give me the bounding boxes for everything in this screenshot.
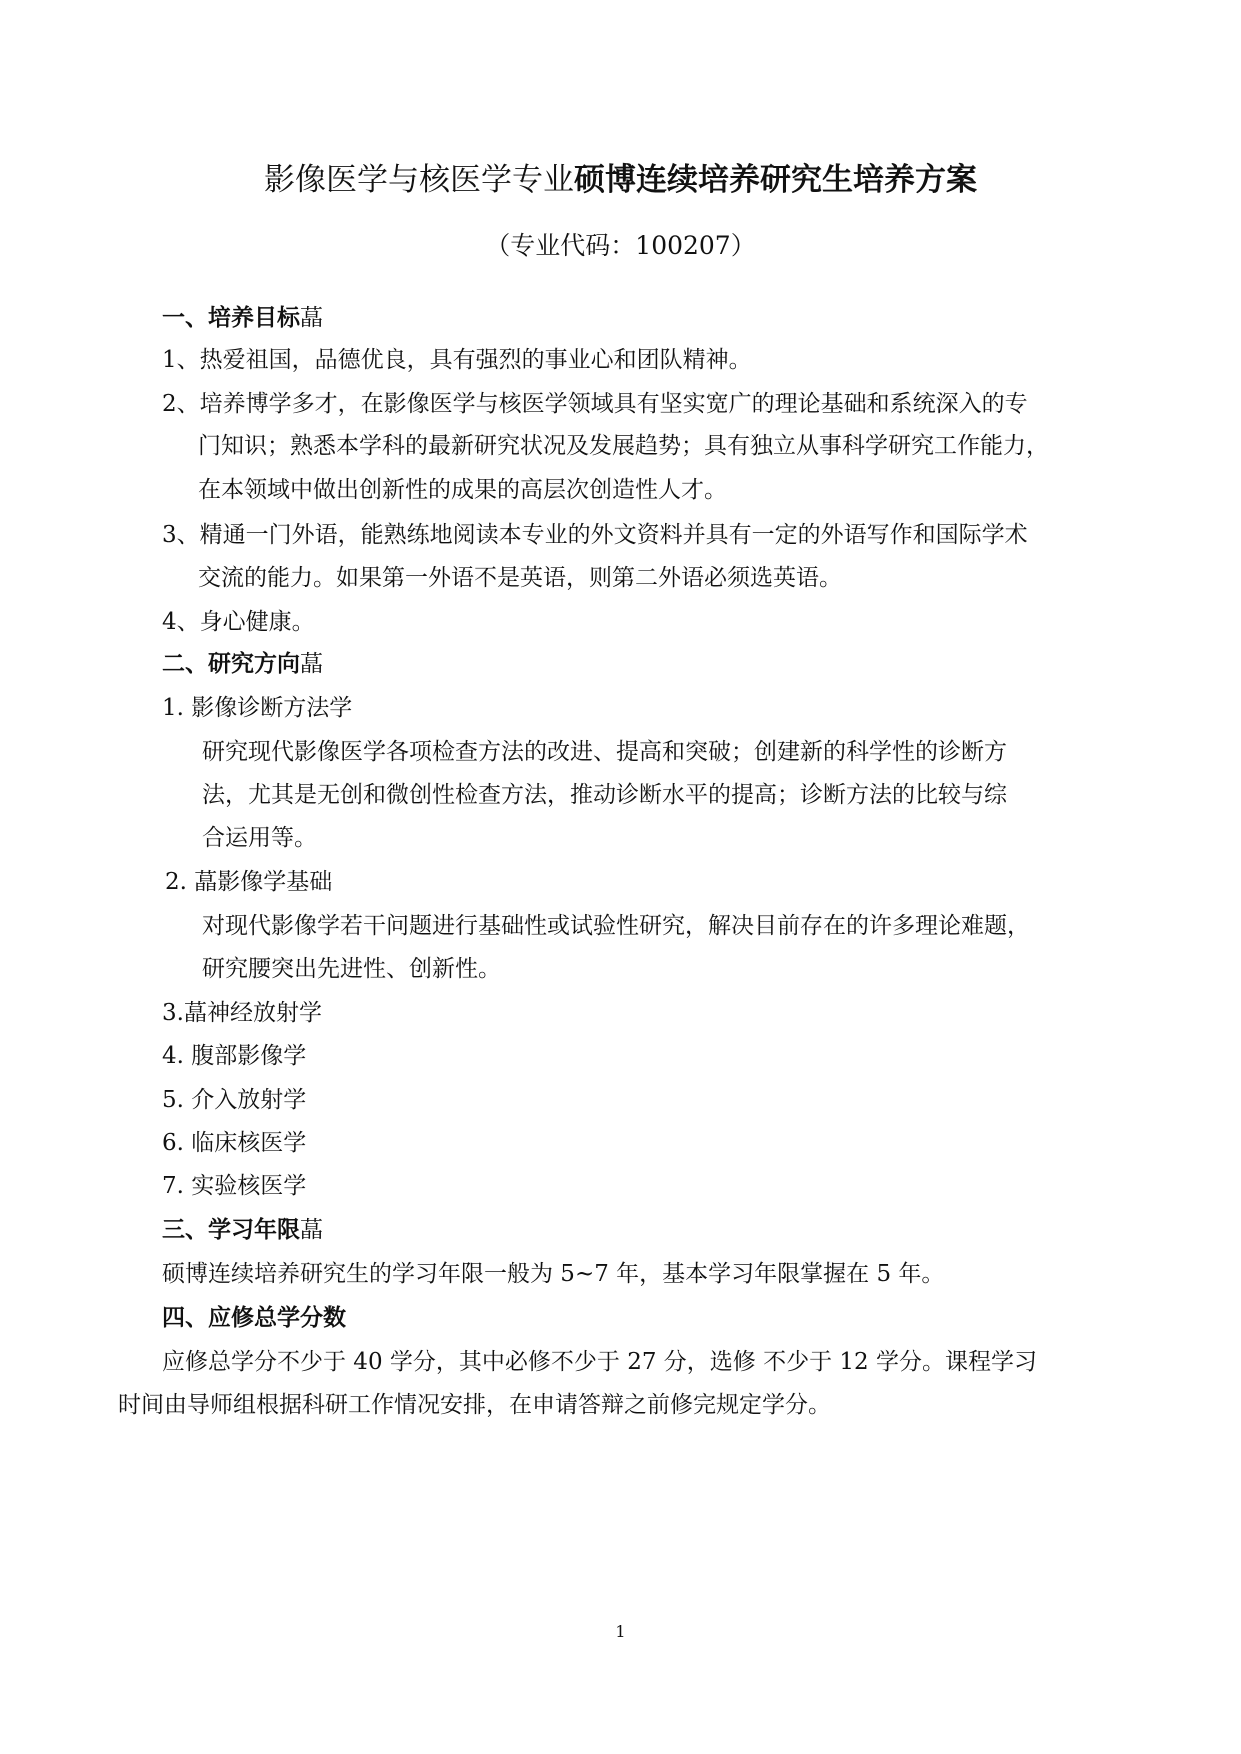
goal-item: 3、精通一门外语，能熟练地阅读本专业的外文资料并具有一定的外语写作和国际学术 [162,522,1028,548]
goal-item-continued: 门知识；熟悉本学科的最新研究状况及发展趋势；具有独立从事科学研究工作能力， [198,433,1049,459]
section-heading-tail: 蕌 [300,651,323,677]
title-bold: 硕博连续培养研究生培养方案 [574,162,977,198]
credits-text-continued: 时间由导师组根据科研工作情况安排，在申请答辩之前修完规定学分。 [118,1392,831,1418]
direction-description: 法，尤其是无创和微创性检查方法，推动诊断水平的提高；诊断方法的比较与综 [202,782,1007,808]
section-heading-text: 二、研究方向 [162,651,300,677]
section-heading-goals [162,302,323,334]
direction-item: 4. 腹部影像学 [162,1043,307,1069]
goal-item: 1、热爱祖国，品德优良，具有强烈的事业心和团队精神。 [162,347,752,373]
section-heading-directions [162,648,323,680]
document-title [0,160,1241,200]
section-heading-tail: 蕌 [300,305,323,331]
section-heading-text: 四、应修总学分数 [162,1305,346,1331]
goal-item: 2、培养博学多才，在影像医学与核医学领域具有坚实宽广的理论基础和系统深入的专 [162,391,1028,417]
direction-description: 合运用等。 [202,825,317,851]
credits-text: 应修总学分不少于 40 学分，其中必修不少于 27 分，选修 不少于 12 学分。课程学习 [162,1349,1037,1375]
goal-item: 4、身心健康。 [162,609,315,635]
section-heading-duration [162,1214,323,1246]
direction-description: 对现代影像学若干问题进行基础性或试验性研究，解决目前存在的许多理论难题， [202,913,1030,939]
direction-item: 5. 介入放射学 [162,1087,307,1113]
direction-item: 3.蕌神经放射学 [162,1000,322,1026]
section-heading-text: 三、学习年限 [162,1217,300,1243]
direction-item: 6. 临床核医学 [162,1130,307,1156]
section-heading-text: 一、培养目标 [162,305,300,331]
major-code: （专业代码：100207） [485,231,756,260]
goal-item-continued: 交流的能力。如果第一外语不是英语，则第二外语必须选英语。 [198,565,842,591]
page-number: 1 [615,1622,626,1641]
duration-text: 硕博连续培养研究生的学习年限一般为 5~7 年，基本学习年限掌握在 5 年。 [162,1261,945,1287]
direction-description: 研究现代影像医学各项检查方法的改进、提高和突破；创建新的科学性的诊断方 [202,739,1007,765]
section-heading-tail: 蕌 [300,1217,323,1243]
direction-item: 2. 蕌影像学基础 [165,869,333,895]
section-heading-credits [162,1302,346,1334]
title-plain: 影像医学与核医学专业 [264,162,574,198]
direction-item: 7. 实验核医学 [162,1173,307,1199]
goal-item-continued: 在本领域中做出创新性的成果的高层次创造性人才。 [198,477,727,503]
direction-item: 1. 影像诊断方法学 [162,695,353,721]
direction-description: 研究腰突出先进性、创新性。 [202,956,501,982]
